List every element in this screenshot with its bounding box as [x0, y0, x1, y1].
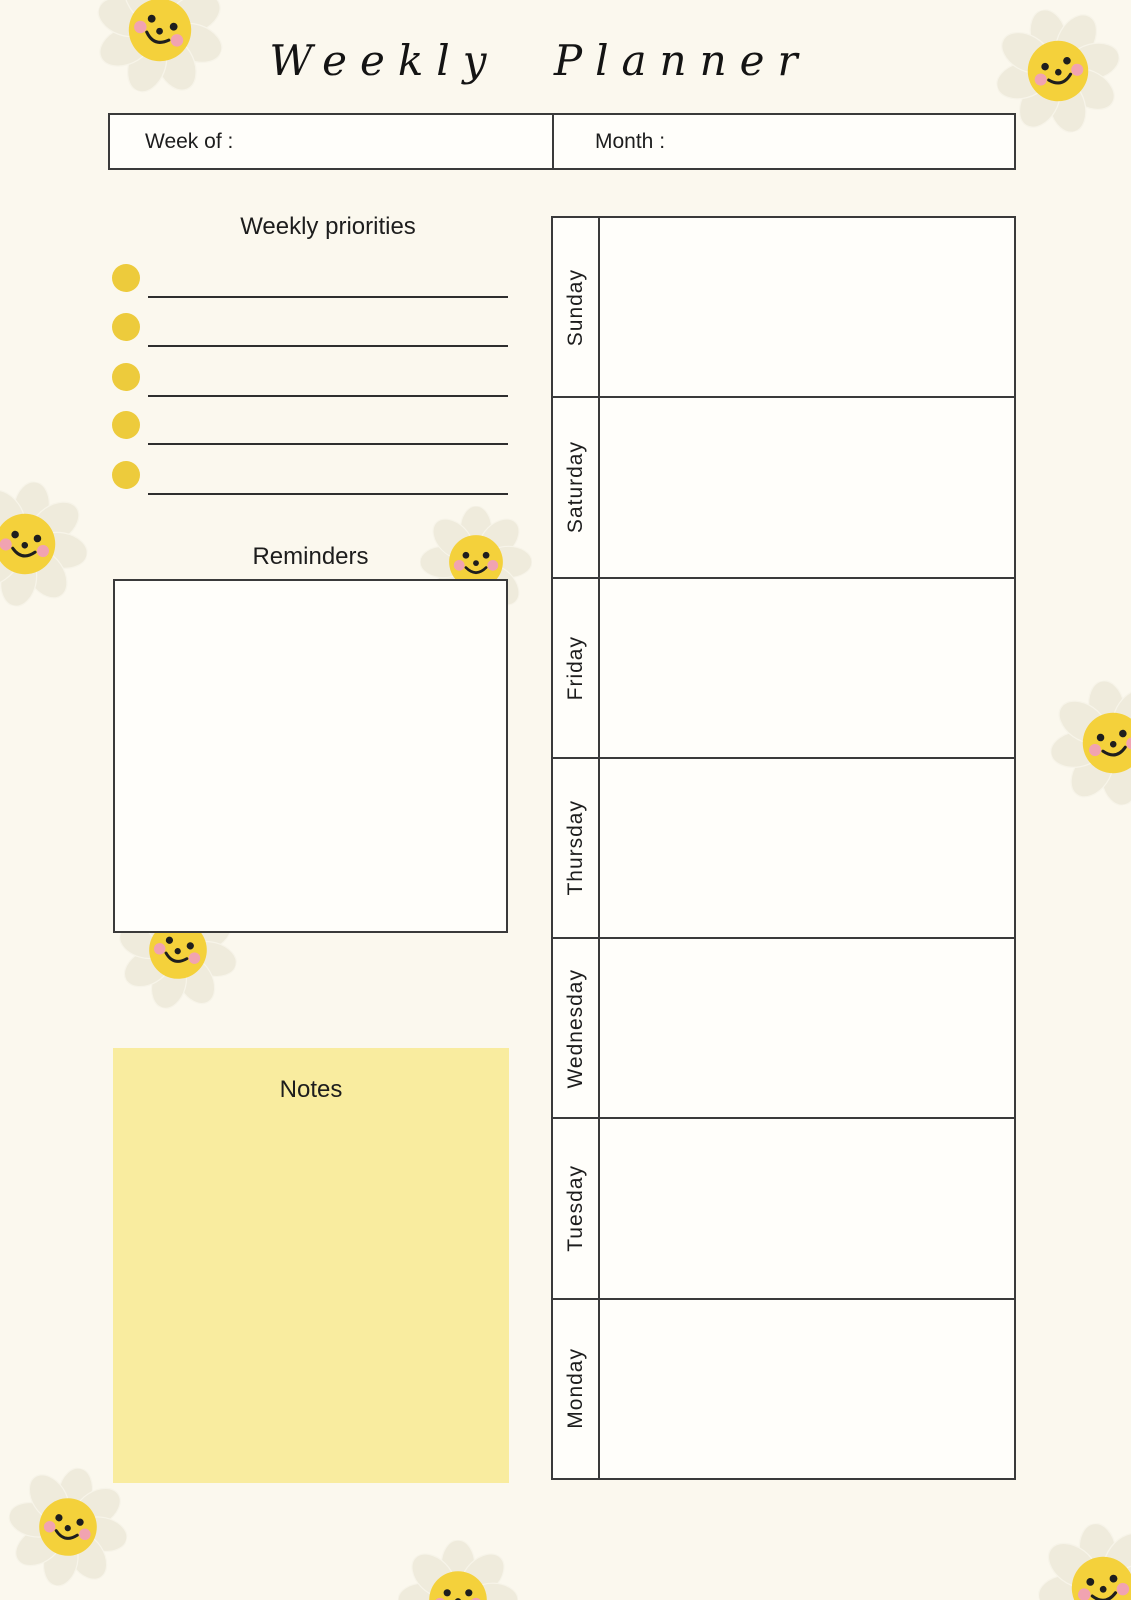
priority-row	[112, 264, 508, 304]
header-box	[108, 113, 1016, 170]
page-title: Weekly Planner	[269, 36, 811, 85]
day-content-cell[interactable]	[600, 939, 1014, 1117]
bullet-dot-icon	[112, 313, 140, 341]
day-row-sunday	[553, 218, 1014, 398]
day-content-cell[interactable]	[600, 1119, 1014, 1297]
day-label: Thursday	[563, 800, 587, 896]
priority-field[interactable]	[148, 296, 508, 298]
day-label: Tuesday	[563, 1165, 587, 1252]
bullet-dot-icon	[112, 363, 140, 391]
priority-row	[112, 313, 508, 353]
priority-row	[112, 411, 508, 451]
day-row-tuesday	[553, 1119, 1014, 1299]
month-field[interactable]	[665, 115, 1014, 168]
priority-field[interactable]	[148, 443, 508, 445]
priorities-heading: Weekly priorities	[240, 213, 416, 240]
day-label: Wednesday	[563, 968, 587, 1089]
bullet-dot-icon	[112, 264, 140, 292]
day-content-cell[interactable]	[600, 579, 1014, 757]
day-row-monday	[553, 1300, 1014, 1478]
day-label-cell	[553, 759, 600, 937]
day-row-friday	[553, 579, 1014, 759]
week-of-cell	[110, 115, 554, 168]
daisy-flower-icon	[1040, 670, 1131, 816]
daisy-flower-icon	[1030, 1515, 1131, 1600]
bullet-dot-icon	[112, 411, 140, 439]
schedule-table	[551, 216, 1016, 1480]
notes-heading: Notes	[279, 1076, 343, 1103]
day-label-cell	[553, 939, 600, 1117]
day-content-cell[interactable]	[600, 398, 1014, 576]
day-row-thursday	[553, 759, 1014, 939]
week-of-label: Week of :	[145, 129, 234, 153]
priority-field[interactable]	[148, 345, 508, 347]
day-label-cell	[553, 1300, 600, 1478]
priority-row	[112, 461, 508, 501]
day-content-cell[interactable]	[600, 759, 1014, 937]
day-label-cell	[553, 579, 600, 757]
priority-row	[112, 363, 508, 403]
notes-field[interactable]	[113, 1048, 509, 1483]
day-label: Monday	[563, 1348, 587, 1430]
day-row-wednesday	[553, 939, 1014, 1119]
day-label-cell	[553, 218, 600, 396]
bullet-dot-icon	[112, 461, 140, 489]
day-label: Sunday	[563, 268, 587, 346]
day-label: Friday	[563, 635, 587, 700]
day-label-cell	[553, 398, 600, 576]
week-of-field[interactable]	[233, 115, 552, 168]
daisy-flower-icon	[398, 1540, 518, 1600]
reminders-heading: Reminders	[252, 543, 369, 570]
day-label-cell	[553, 1119, 600, 1297]
priority-field[interactable]	[148, 395, 508, 397]
day-row-saturday	[553, 398, 1014, 578]
month-label: Month :	[595, 129, 666, 153]
day-label: Saturday	[563, 441, 587, 534]
priority-field[interactable]	[148, 493, 508, 495]
month-cell	[554, 115, 1014, 168]
day-content-cell[interactable]	[600, 1300, 1014, 1478]
reminders-field[interactable]	[113, 579, 508, 933]
day-content-cell[interactable]	[600, 218, 1014, 396]
daisy-flower-icon	[0, 471, 98, 617]
